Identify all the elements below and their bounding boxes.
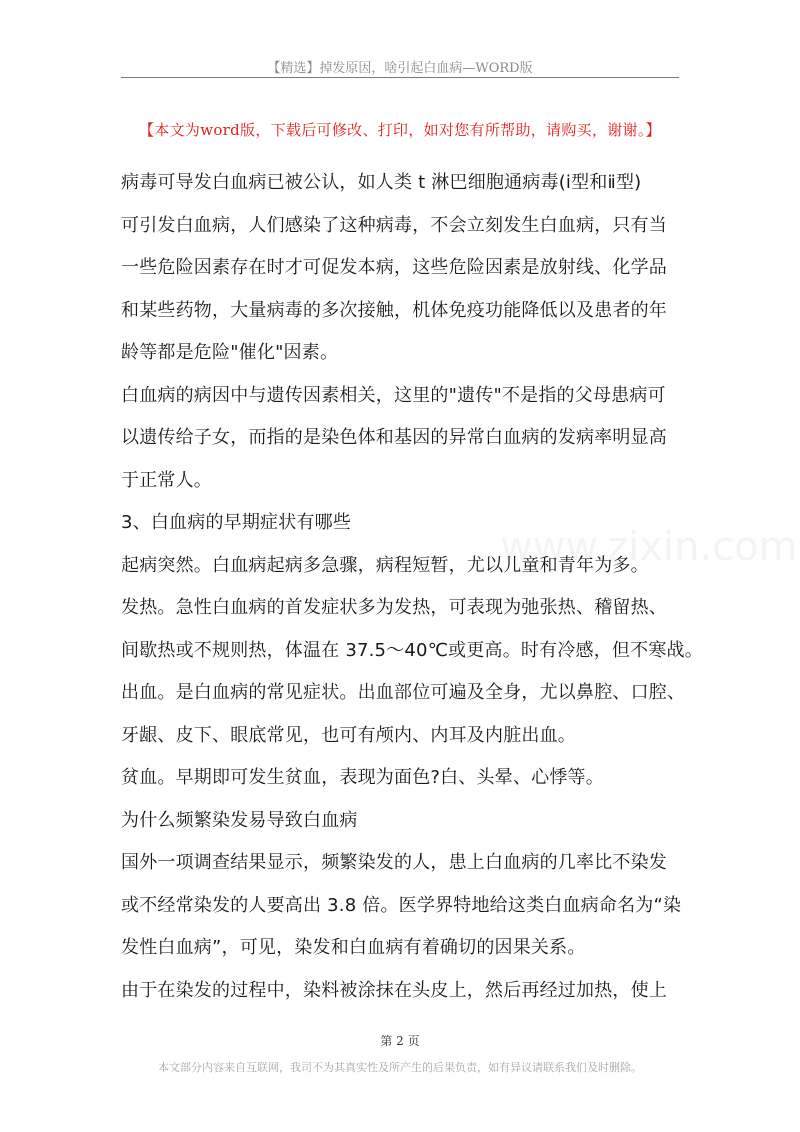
- section-heading: 为什么频繁染发易导致白血病: [121, 809, 358, 831]
- text-line: 发性白血病”，可见，染发和白血病有着确切的因果关系。: [121, 937, 586, 958]
- text-line: 国外一项调查结果显示，频繁染发的人，患上白血病的几率比不染发: [121, 852, 667, 873]
- text-line: 于正常人。: [121, 469, 212, 491]
- text-line: 和某些药物，大量病毒的多次接触，机体免疫功能降低以及患者的年: [121, 299, 667, 321]
- text-line: 出血。是白血病的常见症状。出血部位可遍及全身，尤以鼻腔、口腔、: [121, 682, 686, 703]
- page-header: 【精选】掉发原因，啥引起白血病—WORD版: [267, 61, 533, 76]
- page-number: 第 2 页: [380, 1034, 420, 1048]
- text-line: 病毒可导发白血病已被公认，如人类 t 淋巴细胞通病毒(ⅰ型和ⅱ型): [121, 172, 642, 193]
- text-line: 起病突然。白血病起病多急骤，病程短暂，尤以儿童和青年为多。: [121, 554, 649, 576]
- document-body: [121, 162, 703, 1012]
- header-divider: [121, 77, 679, 78]
- text-line: 牙龈、皮下、眼底常见，也可有颅内、内耳及内脏出血。: [121, 724, 576, 746]
- purchase-notice: 【本文为word版，下载后可修改、打印，如对您有所帮助，请购买，谢谢。】: [139, 121, 661, 139]
- text-line: 白血病的病因中与遗传因素相关，这里的"遗传"不是指的父母患病可: [121, 384, 666, 406]
- text-line: 可引发白血病，人们感染了这种病毒，不会立刻发生白血病，只有当: [121, 214, 667, 236]
- footer-disclaimer: 本文部分内容来自互联网，我司不为其真实性及所产生的后果负责，如有异议请联系我们及时删除。: [158, 1061, 642, 1074]
- text-line: 一些危险因素存在时才可促发本病，这些危险因素是放射线、化学品: [121, 257, 667, 278]
- section-heading: 3、白血病的早期症状有哪些: [121, 512, 352, 533]
- text-line: 发热。急性白血病的首发症状多为发热，可表现为弛张热、稽留热、: [121, 597, 667, 618]
- text-line: 或不经常染发的人要高出 3.8 倍。医学界特地给这类白血病命名为“染: [121, 894, 682, 916]
- text-line: 贫血。早期即可发生贫血，表现为面色?白、头晕、心悸等。: [121, 767, 604, 788]
- text-line: 龄等都是危险"催化"因素。: [121, 342, 339, 363]
- text-line: 由于在染发的过程中，染料被涂抹在头皮上，然后再经过加热，使上: [121, 979, 667, 1001]
- text-line: 以遗传给子女，而指的是染色体和基因的异常白血病的发病率明显高: [121, 427, 667, 448]
- text-line: 间歇热或不规则热，体温在 37.5～40℃或更高。时有冷感，但不寒战。: [121, 639, 703, 661]
